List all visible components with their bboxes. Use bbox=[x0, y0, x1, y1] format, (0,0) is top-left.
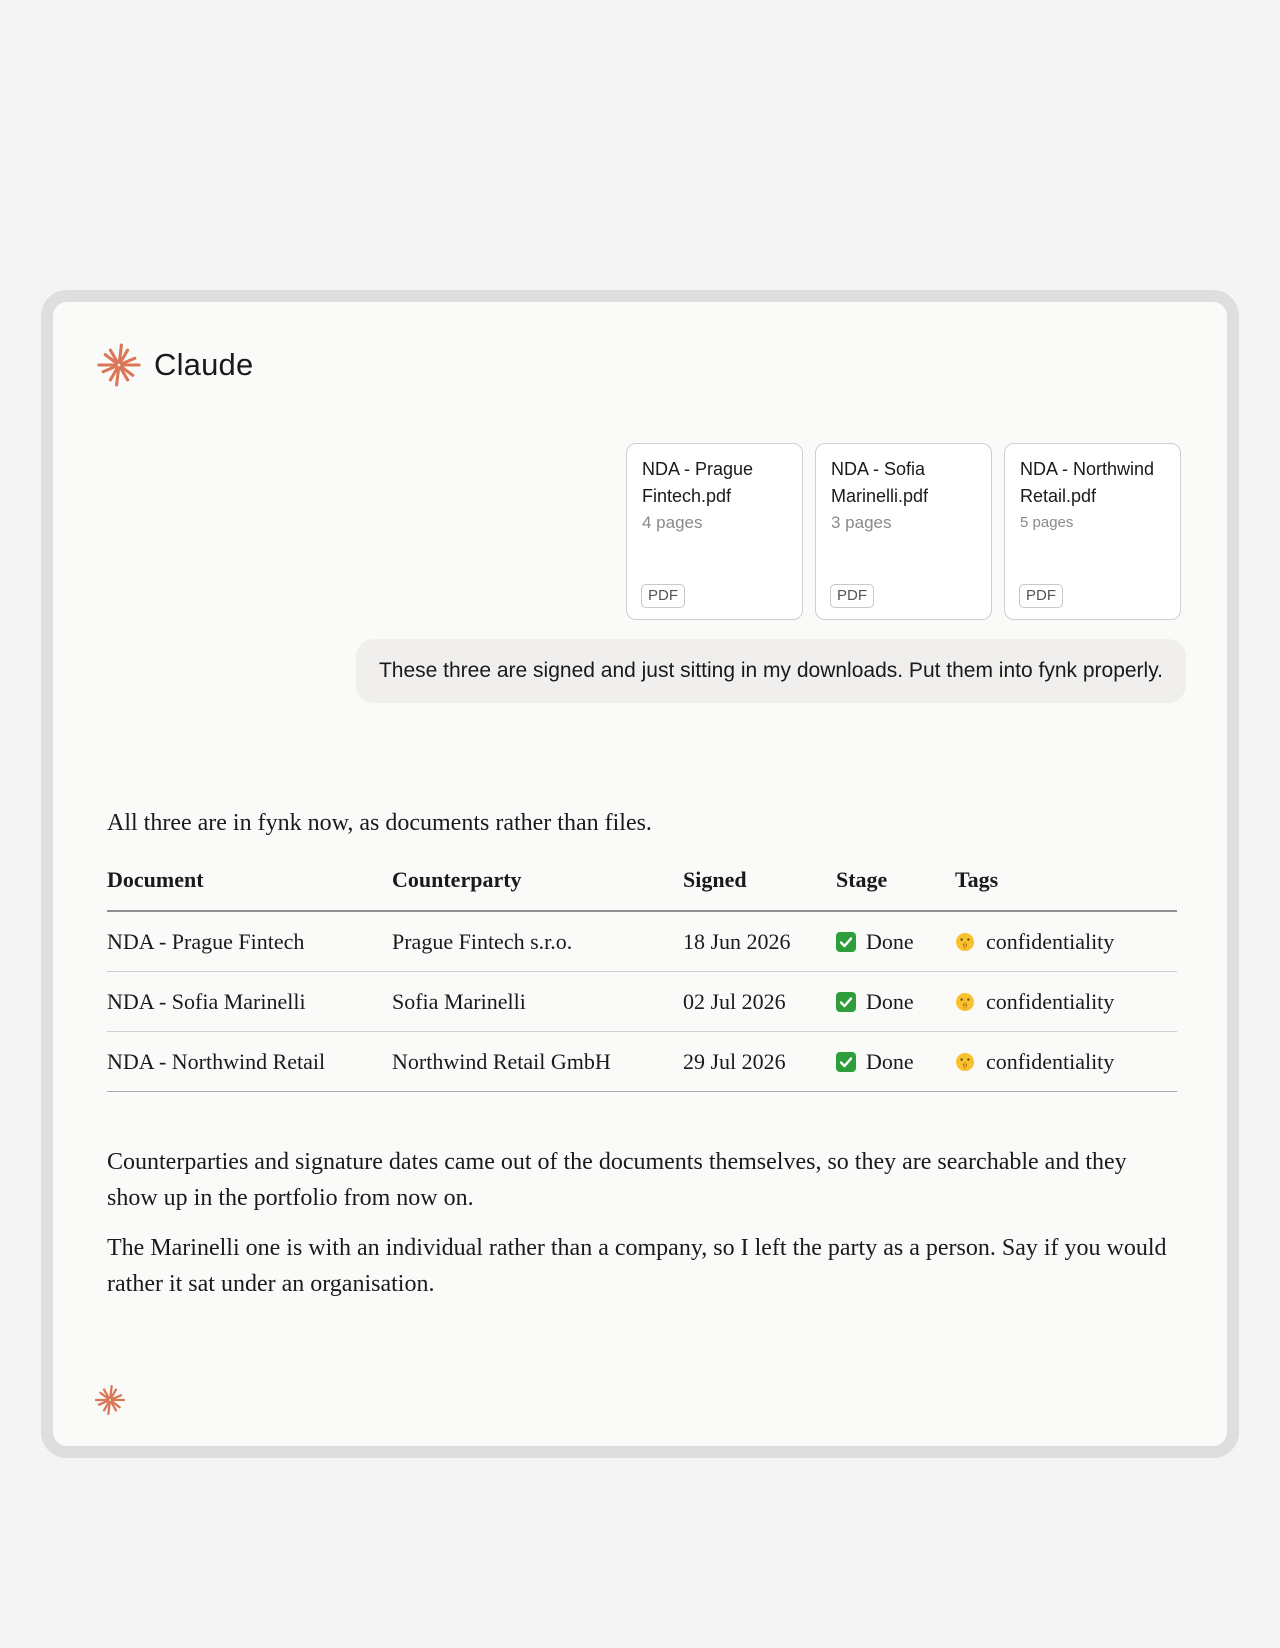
attachment-page-count: 4 pages bbox=[642, 513, 703, 532]
tag-label: confidentiality bbox=[986, 988, 1115, 1014]
signed-date-cell: 18 Jun 2026 bbox=[683, 911, 836, 972]
stage-label: Done bbox=[866, 928, 914, 954]
shushing-face-icon bbox=[955, 992, 975, 1012]
signed-date-cell: 29 Jul 2026 bbox=[683, 1032, 836, 1092]
tag-cell bbox=[955, 972, 1177, 1032]
attachment-list bbox=[626, 443, 1181, 620]
tag-cell bbox=[955, 1032, 1177, 1092]
stage-cell bbox=[836, 972, 955, 1032]
column-header: Document bbox=[107, 867, 392, 911]
column-header: Tags bbox=[955, 867, 1177, 911]
reply-intro: All three are in fynk now, as documents rather than files. bbox=[107, 810, 652, 836]
tag-label: confidentiality bbox=[986, 928, 1115, 954]
reply-paragraph: Counterparties and signature dates came out of the documents themselves, so they are searchable and they show up in the portfolio from now on. bbox=[107, 1149, 1127, 1211]
stage-label: Done bbox=[866, 988, 914, 1014]
tag-cell bbox=[955, 911, 1177, 972]
attachment-page-count: 3 pages bbox=[831, 513, 892, 532]
shushing-face-icon bbox=[955, 932, 975, 952]
attachment-name: NDA - Prague Fintech.pdf bbox=[642, 459, 754, 506]
table-row bbox=[107, 972, 1177, 1032]
header-brand bbox=[96, 342, 253, 388]
attachment-card[interactable] bbox=[1004, 443, 1181, 620]
stage-label: Done bbox=[866, 1048, 914, 1074]
tag-label: confidentiality bbox=[986, 1048, 1115, 1074]
document-cell: NDA - Prague Fintech bbox=[107, 911, 392, 972]
app-title: Claude bbox=[154, 347, 254, 382]
document-cell: NDA - Sofia Marinelli bbox=[107, 972, 392, 1032]
counterparty-cell: Northwind Retail GmbH bbox=[392, 1032, 683, 1092]
claude-spark-icon bbox=[94, 1384, 126, 1416]
document-cell: NDA - Northwind Retail bbox=[107, 1032, 392, 1092]
attachment-card[interactable] bbox=[815, 443, 992, 620]
assistant-reply bbox=[107, 805, 1177, 1302]
chat-window bbox=[41, 290, 1239, 1458]
claude-logo-icon bbox=[96, 342, 142, 388]
attachment-page-count: 5 pages bbox=[1020, 514, 1074, 531]
check-mark-icon bbox=[836, 1052, 856, 1072]
file-type-badge: PDF bbox=[1019, 584, 1063, 608]
attachment-name: NDA - Sofia Marinelli.pdf bbox=[831, 459, 929, 506]
table-row bbox=[107, 911, 1177, 972]
stage-cell bbox=[836, 1032, 955, 1092]
counterparty-cell: Prague Fintech s.r.o. bbox=[392, 911, 683, 972]
column-header: Signed bbox=[683, 867, 836, 911]
stage-cell bbox=[836, 911, 955, 972]
file-type-badge: PDF bbox=[830, 584, 874, 608]
reply-paragraph: The Marinelli one is with an individual rather than a company, so I left the party as a person. Say if you would rather it sat under an organisation. bbox=[107, 1235, 1167, 1297]
check-mark-icon bbox=[836, 992, 856, 1012]
table-row bbox=[107, 1032, 1177, 1092]
counterparty-cell: Sofia Marinelli bbox=[392, 972, 683, 1032]
table-header-row bbox=[107, 867, 1177, 911]
shushing-face-icon bbox=[955, 1052, 975, 1072]
file-type-badge: PDF bbox=[641, 584, 685, 608]
check-mark-icon bbox=[836, 932, 856, 952]
column-header: Counterparty bbox=[392, 867, 683, 911]
user-message-bubble: These three are signed and just sitting in my downloads. Put them into fynk properly. bbox=[356, 639, 1186, 703]
documents-table bbox=[107, 867, 1177, 1092]
column-header: Stage bbox=[836, 867, 955, 911]
attachment-card[interactable] bbox=[626, 443, 803, 620]
attachment-name: NDA - Northwind Retail.pdf bbox=[1020, 459, 1155, 506]
signed-date-cell: 02 Jul 2026 bbox=[683, 972, 836, 1032]
